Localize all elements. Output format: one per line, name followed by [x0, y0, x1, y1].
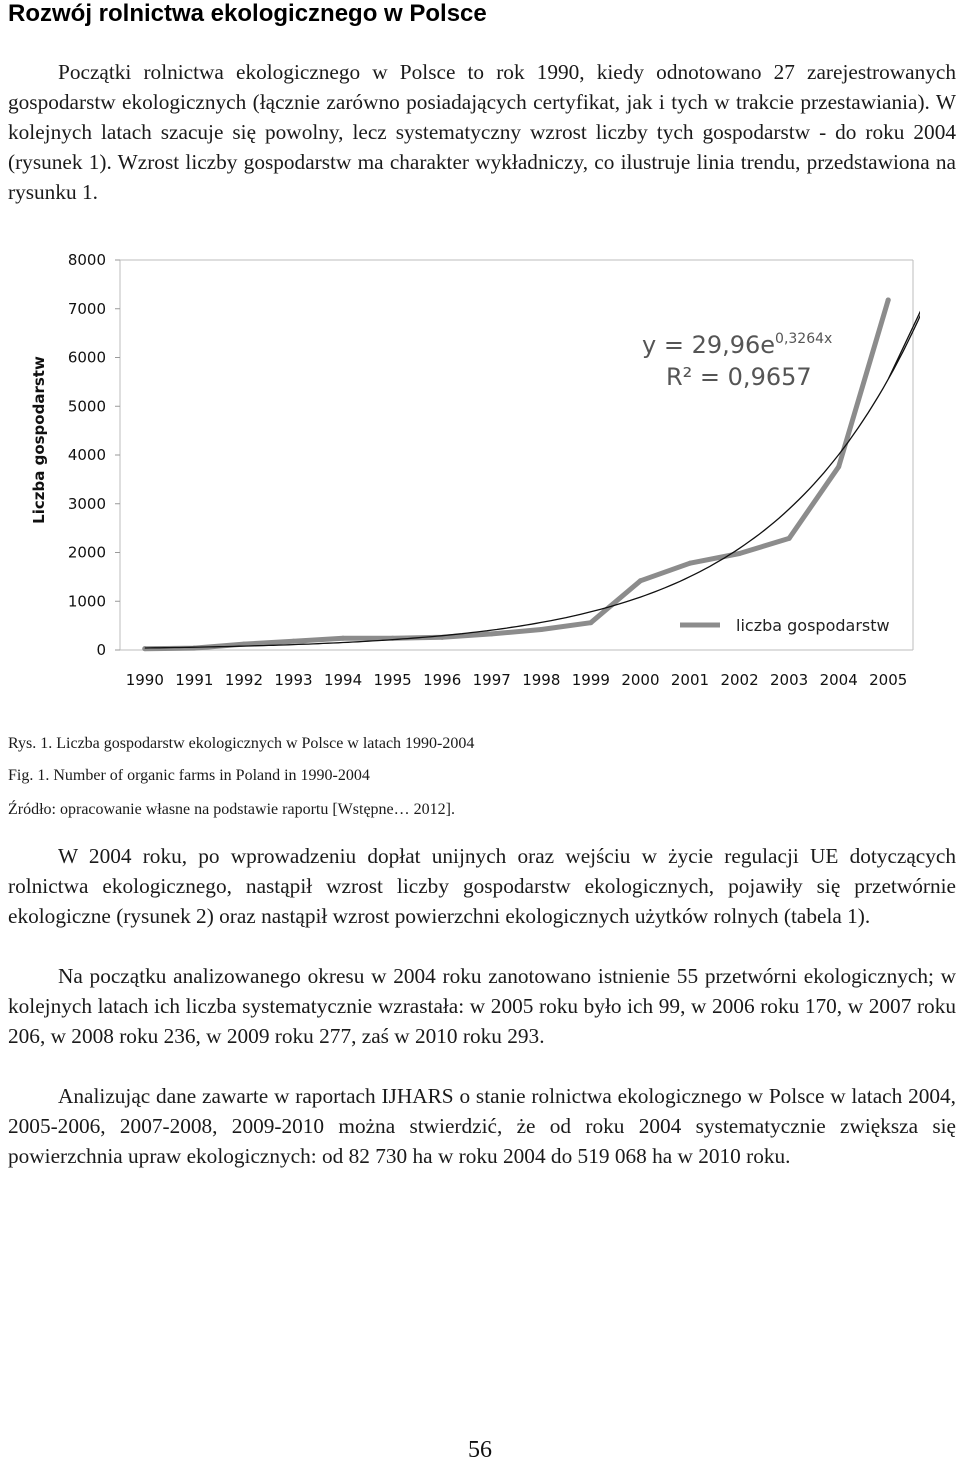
data-point: [291, 639, 296, 644]
y-tick-label: 5000: [67, 397, 106, 416]
data-point: [489, 631, 494, 636]
y-tick-label: 6000: [67, 348, 106, 367]
legend-label: liczba gospodarstw: [736, 616, 890, 635]
x-tick-label: 1996: [423, 671, 462, 689]
data-point: [737, 551, 742, 556]
x-tick-label: 2000: [621, 671, 660, 689]
y-tick-label: 7000: [67, 299, 106, 318]
x-tick-label: 1990: [125, 671, 164, 689]
figure-caption-pl: Rys. 1. Liczba gospodarstw ekologicznych w Polsce w latach 1990-2004: [8, 735, 475, 752]
data-point: [787, 536, 792, 541]
x-tick-label: 1992: [224, 671, 263, 689]
paragraph-processing-plants: Na początku analizowanego okresu w 2004 roku zanotowano istnienie 55 przetwórni ekologicznych; w kolejnych latach ich liczba systematycznie wzrastała: w 2005 roku było ich 99, w 2006 roku 170, w 2007 roku 206, w 2008 roku 236, w 2009 roku 277, zaś w 2010 roku 293.: [8, 964, 956, 1048]
data-point: [192, 646, 197, 651]
data-point: [142, 646, 147, 651]
y-tick-label: 0: [96, 641, 106, 659]
data-point: [687, 561, 692, 566]
farms-chart: [30, 250, 920, 690]
page-number: 56: [468, 1437, 492, 1463]
data-point: [341, 636, 346, 641]
x-tick-label: 1994: [323, 671, 363, 689]
paragraph-2004-regulations: W 2004 roku, po wprowadzeniu dopłat unijnych oraz wejściu w życie regulacji UE dotyczących rolnictwa ekologicznego, nastąpił wzrost liczby gospodarstw ekologicznych, pojawiły się przetwórnie ekologiczne (rysunek 2) oraz nastąpił wzrost powierzchni ekologicznych użytków rolnych (tabela 1).: [8, 844, 956, 928]
data-point: [539, 627, 544, 632]
trend-r2: R² = 0,9657: [666, 363, 812, 391]
x-tick-label: 1999: [571, 671, 610, 689]
section-title: Rozwój rolnictwa ekologicznego w Polsce: [8, 0, 487, 27]
y-axis-title: Liczba gospodarstw: [30, 356, 48, 524]
farms-chart-svg: [30, 250, 920, 690]
y-tick-label: 8000: [67, 251, 106, 269]
y-tick-label: 1000: [67, 592, 106, 611]
data-point: [638, 578, 643, 583]
x-tick-label: 2003: [770, 671, 809, 689]
y-tick-label: 2000: [67, 543, 106, 562]
x-tick-label: 2002: [720, 671, 759, 689]
x-tick-label: 2004: [819, 671, 858, 689]
x-tick-label: 2001: [670, 671, 710, 689]
x-tick-label: 1995: [373, 671, 412, 689]
y-tick-label: 3000: [67, 494, 106, 513]
paragraph-ijhars-reports: Analizując dane zawarte w raportach IJHARS o stanie rolnictwa ekologicznego w Polsce w latach 2004, 2005-2006, 2007-2008, 2009-2010 można stwierdzić, że od roku 2004 systematycznie zwiększa się powierzchnia upraw ekologicznych: od 82 730 ha w roku 2004 do 519 068 ha w 2010 roku.: [8, 1084, 956, 1168]
y-tick-label: 4000: [67, 446, 106, 464]
x-tick-label: 1998: [522, 671, 561, 689]
data-point: [588, 620, 593, 625]
x-tick-label: 1997: [472, 671, 511, 689]
data-point: [836, 464, 841, 469]
data-point: [886, 297, 891, 302]
figure-source: Źródło: opracowanie własne na podstawie raportu [Wstępne… 2012].: [8, 801, 455, 818]
paragraph-intro: Początki rolnictwa ekologicznego w Polsce to rok 1990, kiedy odnotowano 27 zarejestrowanych gospodarstw ekologicznych (łącznie zarówno posiadających certyfikat, jak i tych w trakcie przestawiania). W kolejnych latach szacuje się powolny, lecz systematyczny wzrost liczby tych gospodarstw - do roku 2004 (rysunek 1). Wzrost liczby gospodarstw ma charakter wykładniczy, co ilustruje linia trendu, przedstawiona na rysunku 1.: [8, 60, 956, 204]
trend-equation: $y = 29,96e^{0,3264x}$: [642, 331, 833, 359]
x-tick-label: 1991: [175, 671, 214, 689]
x-tick-label: 2005: [869, 671, 908, 689]
x-tick-label: 1993: [274, 671, 313, 689]
series-line-liczba-gospodarstw: [145, 300, 888, 649]
figure-caption-en: Fig. 1. Number of organic farms in Poland in 1990-2004: [8, 767, 370, 784]
